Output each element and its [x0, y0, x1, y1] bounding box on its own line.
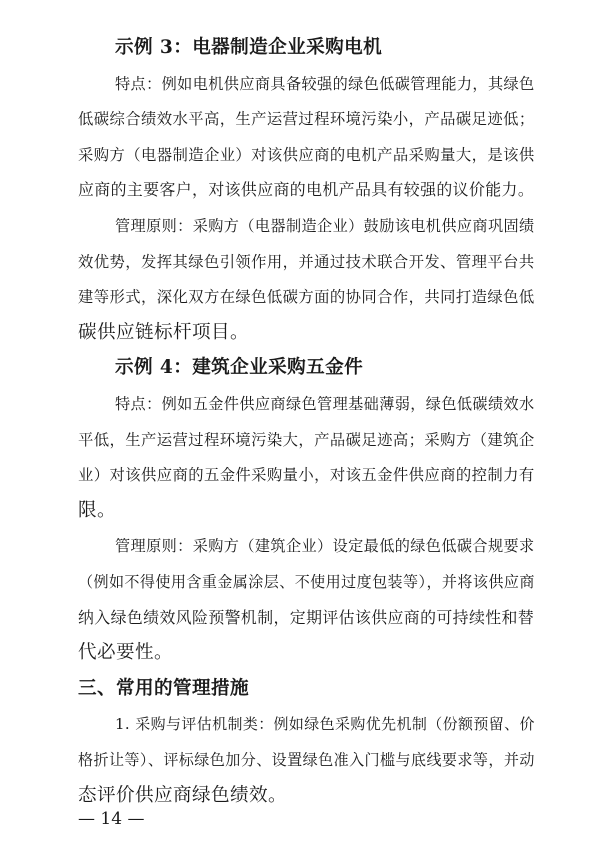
text-line: 特点：例如电机供应商具备较强的绿色低碳管理能力，其绿色 [115, 74, 535, 93]
text-line: （例如不得使用含重金属涂层、不使用过度包装等），并将该供应商 [78, 573, 535, 591]
text-line: 业）对该供应商的五金件采购量小，对该五金件供应商的控制力有 [78, 466, 535, 485]
text-line: 态评价供应商绿色绩效。 [78, 784, 287, 806]
text-line: 限。 [78, 499, 116, 521]
text-line: 低碳综合绩效水平高，生产运营过程环境污染小，产品碳足迹低； [78, 110, 535, 129]
text-line: 应商的主要客户，对该供应商的电机产品具有较强的议价能力。 [78, 180, 535, 200]
text-line: 碳供应链标杆项目。 [78, 321, 249, 343]
section-heading: 示例 3：电器制造企业采购电机 [115, 37, 383, 58]
text-line: 1. 采购与评估机制类：例如绿色采购优先机制（份额预留、价 [115, 715, 535, 734]
text-line: 特点：例如五金件供应商绿色管理基础薄弱，绿色低碳绩效水 [115, 395, 535, 413]
section-heading: 三、常用的管理措施 [78, 677, 249, 699]
text-line: 纳入绿色绩效风险预警机制，定期评估该供应商的可持续性和替 [78, 607, 535, 627]
text-line: 采购方（电器制造企业）对该供应商的电机产品采购量大，是该供 [78, 145, 535, 164]
text-line: 平低，生产运营过程环境污染大，产品碳足迹高；采购方（建筑企 [78, 430, 535, 449]
text-line: 效优势，发挥其绿色引领作用，并通过技术联合开发、管理平台共 [78, 252, 535, 271]
text-line: 建等形式，深化双方在绿色低碳方面的协同合作，共同打造绿色低 [78, 288, 535, 307]
text-line: 代必要性。 [78, 642, 173, 664]
section-heading: 示例 4：建筑企业采购五金件 [115, 357, 364, 379]
text-line: 格折让等）、评标绿色加分、设置绿色准入门槛与底线要求等，并动 [78, 751, 535, 769]
text-line: 管理原则：采购方（电器制造企业）鼓励该电机供应商巩固绩 [115, 217, 535, 235]
text-line: 管理原则：采购方（建筑企业）设定最低的绿色低碳合规要求 [115, 537, 535, 556]
page-number: — 14 — [78, 809, 145, 829]
